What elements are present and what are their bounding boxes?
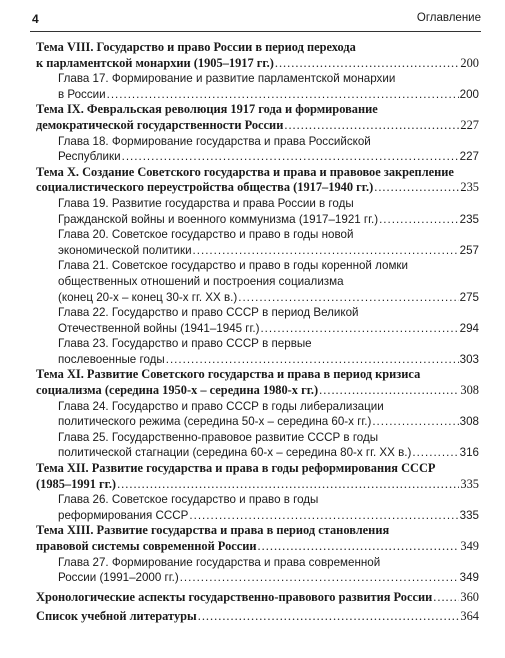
dot-leader [198,609,460,625]
toc-theme-line[interactable] [36,539,479,555]
dot-leader [379,212,459,228]
toc-chapter-line[interactable] [36,212,479,228]
toc-entry-text: политической стагнации (середина 60-х – середина 80-х гг. XX в.) [58,446,412,460]
toc-chapter-line[interactable] [36,71,479,87]
toc-theme-line[interactable] [36,40,479,56]
table-of-contents [36,40,479,625]
toc-chapter-line[interactable] [36,227,479,243]
toc-chapter-line[interactable] [36,352,479,368]
toc-page-number: 294 [459,321,479,335]
toc-entry-text: послевоенные годы [58,352,165,366]
toc-entry-text: социализма (середина 1950-х – середина 1980-х гг.) [36,383,319,398]
toc-entry-text: Глава 17. Формирование и развитие парламентской монархии [58,72,396,86]
toc-theme-line[interactable] [36,118,479,134]
running-header [30,9,481,32]
toc-page-number: 227 [459,150,479,164]
toc-entry-text: Республики [58,150,121,164]
toc-chapter-line[interactable] [36,445,479,461]
dot-leader [433,590,459,606]
toc-entry-text: в России [58,87,106,101]
toc-page-number: 335 [460,476,479,491]
toc-entry-text: России (1991–2000 гг.) [58,571,179,585]
toc-entry-text: социалистического переустройства общества (1917–1940 гг.) [36,180,374,195]
toc-entry-text: Глава 25. Государственно-правовое развитие СССР в годы [58,430,379,444]
dot-leader [319,383,459,399]
dot-leader [189,508,458,524]
toc-theme-line[interactable] [36,477,479,493]
toc-chapter-line[interactable] [36,492,479,508]
dot-leader [107,87,459,103]
toc-entry-text: Тема XIII. Развитие государства и права в период становления [36,523,390,538]
toc-entry-text: Глава 24. Государство и право СССР в годы либерализации [58,399,384,413]
toc-page-number: 235 [459,212,479,226]
toc-entry-text: Тема VIII. Государство и право России в период перехода [36,40,356,54]
toc-entry-text: Глава 19. Развитие государства и права России в годы [58,196,354,210]
toc-page-number: 235 [460,180,479,195]
toc-chapter-line[interactable] [36,508,479,524]
toc-theme-line[interactable] [36,165,479,181]
toc-chapter-line[interactable] [36,399,479,415]
toc-page-number: 303 [459,352,479,366]
toc-chapter-line[interactable] [36,555,479,571]
toc-entry-text: (1985–1991 гг.) [36,476,117,491]
toc-theme-line[interactable] [36,56,479,72]
toc-chapter-line[interactable] [36,321,479,337]
toc-theme-line[interactable] [36,102,479,118]
toc-entry-text: экономической политики [58,243,192,257]
toc-entry-text: Гражданской войны и военного коммунизма (1917–1921 гг.) [58,212,379,226]
toc-page-number: 364 [460,609,479,624]
toc-entry-text: Глава 22. Государство и право СССР в период Великой [58,306,359,320]
toc-chapter-line[interactable] [36,414,479,430]
toc-chapter-line[interactable] [36,570,479,586]
toc-page-number: 349 [459,571,479,585]
toc-theme-line[interactable] [36,367,479,383]
dot-leader [284,118,459,134]
toc-page-number: 227 [460,117,479,132]
toc-entry-text: Глава 23. Государство и право СССР в первые [58,337,312,351]
toc-chapter-line[interactable] [36,290,479,306]
toc-page-number: 257 [459,243,479,257]
running-title: Оглавление [416,12,481,24]
dot-leader [258,539,460,555]
toc-entry-text: Глава 20. Советское государство и право в годы новой [58,228,354,242]
toc-theme-line[interactable] [36,461,479,477]
page-number: 4 [32,12,39,26]
toc-chapter-line[interactable] [36,243,479,259]
toc-chapter-line[interactable] [36,274,479,290]
toc-entry-text: Отечественной войны (1941–1945 гг.) [58,321,260,335]
toc-chapter-line[interactable] [36,134,479,150]
toc-theme-line[interactable] [36,180,479,196]
dot-leader [260,321,458,337]
toc-chapter-line[interactable] [36,430,479,446]
toc-chapter-line[interactable] [36,196,479,212]
toc-entry-text: общественных отношений и построения социализма [58,274,344,288]
dot-leader [166,352,459,368]
toc-chapter-line[interactable] [36,336,479,352]
toc-entry-text: политического режима (середина 50-х – середина 60-х гг.) [58,415,372,429]
toc-entry-text: Тема XI. Развитие Советского государства и права в период кризиса [36,367,421,382]
toc-page-number: 308 [460,383,479,398]
toc-entry-text: Список учебной литературы [36,609,197,624]
toc-entry-text: (конец 20-х – конец 30-х гг. XX в.) [58,290,238,304]
dot-leader [238,290,458,306]
toc-theme-line[interactable] [36,590,479,606]
toc-page-number: 308 [459,415,479,429]
toc-entry-text: Глава 18. Формирование государства и права Российской [58,134,371,148]
toc-chapter-line[interactable] [36,258,479,274]
dot-leader [122,149,459,165]
toc-page-number: 316 [459,446,479,460]
toc-entry-text: Глава 21. Советское государство и право в годы коренной ломки [58,259,408,273]
toc-page-number: 360 [460,589,479,604]
toc-entry-text: Тема XII. Развитие государства и права в годы реформирования СССР [36,461,436,476]
toc-page-number: 335 [459,508,479,522]
toc-page-number: 200 [460,55,479,70]
toc-page-number: 275 [459,290,479,304]
toc-entry-text: Глава 27. Формирование государства и права современной [58,555,381,569]
toc-chapter-line[interactable] [36,87,479,103]
toc-page-number: 349 [460,539,479,553]
dot-leader [275,56,460,72]
toc-theme-line[interactable] [36,383,479,399]
toc-entry-text: Глава 26. Советское государство и право в годы [58,493,319,507]
toc-entry-text: демократической государственности России [36,117,284,132]
dot-leader [374,180,459,196]
dot-leader [180,570,459,586]
dot-leader [412,445,458,461]
toc-chapter-line[interactable] [36,305,479,321]
toc-entry-text: к парламентской монархии (1905–1917 гг.) [36,55,274,70]
toc-entry-text: Тема IX. Февральская революция 1917 года и формирование [36,102,378,117]
toc-entry-text: Хронологические аспекты государственно-правового развития России [36,589,433,604]
dot-leader [117,477,459,493]
toc-theme-line[interactable] [36,523,479,539]
toc-chapter-line[interactable] [36,149,479,165]
toc-entry-text: правовой системы современной России [36,539,257,553]
dot-leader [193,243,459,259]
toc-theme-line[interactable] [36,609,479,625]
toc-entry-text: реформирования СССР [58,508,189,522]
dot-leader [372,414,458,430]
toc-page-number: 200 [459,87,479,101]
toc-entry-text: Тема X. Создание Советского государства и права и правовое закрепление [36,164,454,179]
